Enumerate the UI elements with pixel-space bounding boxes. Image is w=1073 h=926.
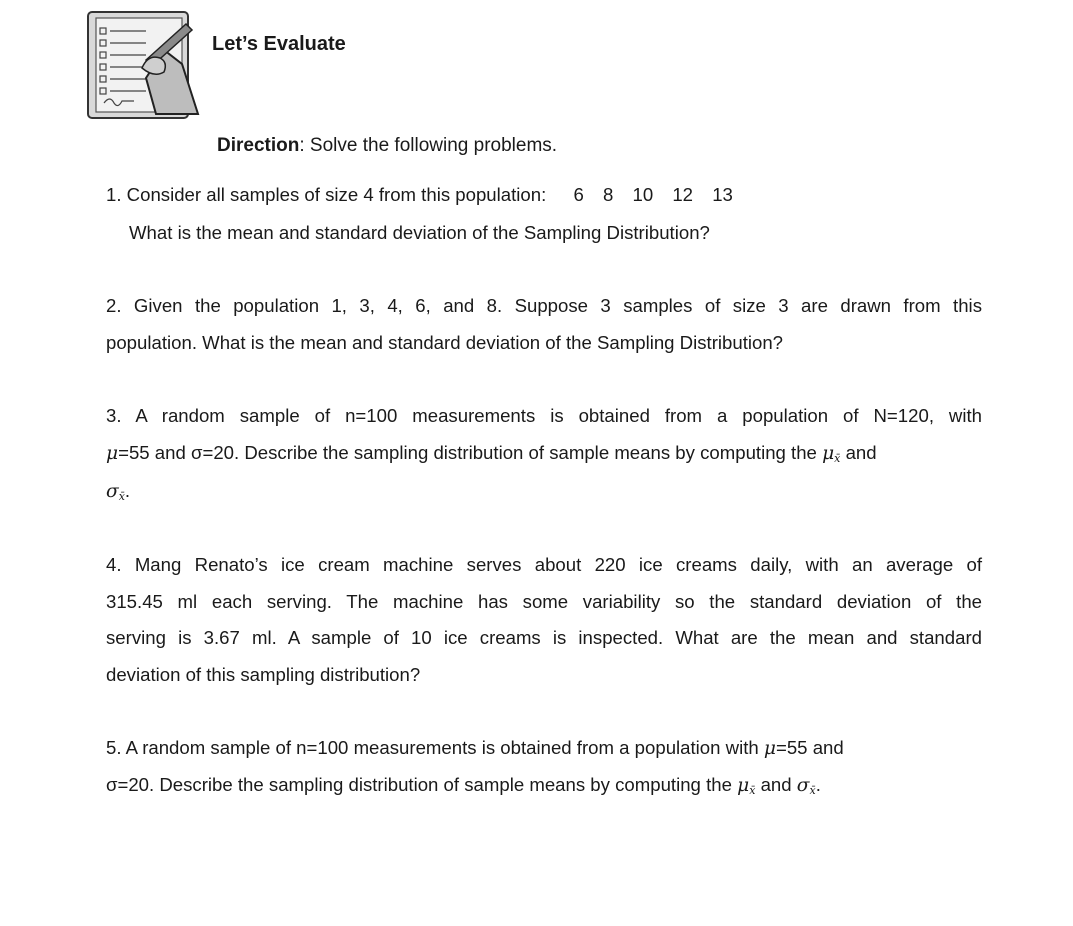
problem-2-line-2: population. What is the mean and standard deviation of the Sampling Distribution? bbox=[106, 332, 784, 353]
problem-1-population-values bbox=[573, 184, 746, 205]
problem-3-text-b: and bbox=[845, 442, 877, 463]
problem-4-line-1: 4. Mang Renato’s ice cream machine serves about 220 ice creams daily, with an average of bbox=[106, 554, 982, 575]
problem-3-line-1: 3. A random sample of n=100 measurements is obtained from a population of N=120, with bbox=[106, 405, 982, 426]
problem-4-line-2: 315.45 ml each serving. The machine has some variability so the standard deviation of the bbox=[106, 591, 982, 612]
mu-xbar-symbol: $\mu_{x̄}$ bbox=[822, 443, 841, 465]
problem-3-line-2 bbox=[106, 442, 982, 465]
problem-5-text-d: and bbox=[760, 774, 792, 795]
sigma-xbar-symbol: $\sigma_{x̄}$ bbox=[106, 481, 125, 503]
population-value: 12 bbox=[672, 184, 694, 205]
population-value: 8 bbox=[602, 184, 614, 205]
direction-text: : Solve the following problems. bbox=[299, 135, 558, 156]
problem-5-line-1 bbox=[106, 737, 982, 759]
problem-5-text-c: σ=20. Describe the sampling distribution of sample means by computing the bbox=[106, 774, 732, 795]
mu-symbol: μ bbox=[763, 738, 776, 759]
problem-4-line-3: serving is 3.67 ml. A sample of 10 ice creams is inspected. What are the mean and standard bbox=[106, 627, 982, 648]
population-value: 10 bbox=[632, 184, 654, 205]
mu-xbar-symbol: $\mu_{x̄}$ bbox=[737, 775, 756, 797]
clipboard-checklist-icon bbox=[86, 10, 206, 122]
problem-1-line-2: What is the mean and standard deviation of the Sampling Distribution? bbox=[129, 222, 710, 243]
problem-5-line-2 bbox=[106, 774, 982, 797]
sigma-xbar-symbol: $\sigma_{x̄}$ bbox=[796, 775, 816, 797]
population-value: 13 bbox=[712, 184, 733, 205]
problem-5-text-a: 5. A random sample of n=100 measurements is obtained from a population with bbox=[106, 737, 759, 758]
population-value: 6 bbox=[573, 184, 584, 205]
problem-4-line-4: deviation of this sampling distribution? bbox=[106, 664, 421, 685]
mu-symbol: μ bbox=[106, 443, 119, 464]
problem-3-text-a: =55 and σ=20. Describe the sampling distribution of sample means by computing the bbox=[118, 442, 817, 463]
problem-1-line-1 bbox=[106, 184, 982, 206]
direction-line bbox=[217, 135, 557, 157]
problem-2-line-1: 2. Given the population 1, 3, 4, 6, and 8. Suppose 3 samples of size 3 are drawn from this bbox=[106, 295, 982, 316]
problem-3-period: . bbox=[124, 480, 131, 501]
page-title: Let’s Evaluate bbox=[212, 33, 346, 55]
problem-3-line-3 bbox=[106, 480, 982, 503]
direction-label: Direction bbox=[217, 135, 300, 156]
problem-5-text-b: =55 and bbox=[775, 737, 844, 758]
problem-1-text: 1. Consider all samples of size 4 from this population: bbox=[106, 184, 547, 205]
problem-5-period: . bbox=[815, 774, 821, 795]
